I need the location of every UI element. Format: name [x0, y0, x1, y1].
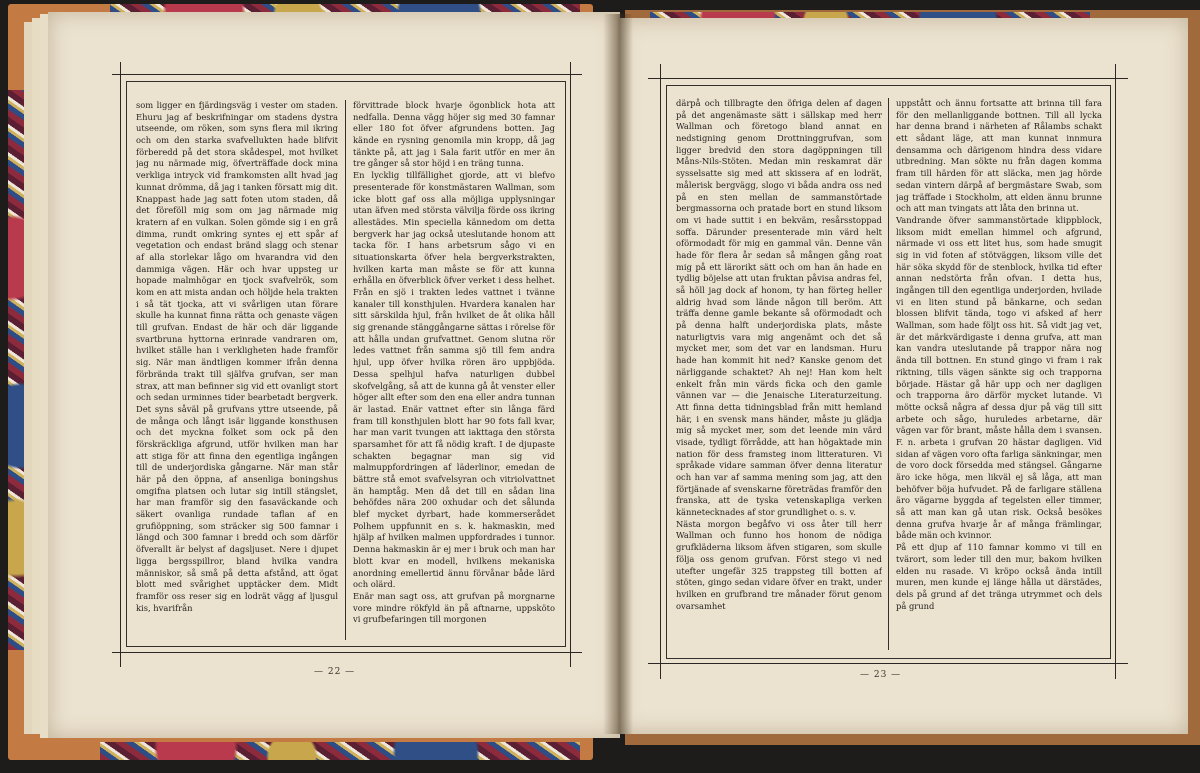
column-divider: [345, 100, 346, 640]
left-page-column-2: förvittrade block hvarje ögonblick hota att nedfalla. Denna vägg höjer sig med 30 famnar eller 180 fot öfver afgrundens botten. Jag kände en rysning genomila min kropp, då jag tänkte på, att jag i Sala farit utför en mer än tre gånger så stor höjd i en träng tunna. En lycklig tillfällighet gjorde, att vi blefvo presenterade för konstmästaren Wallman, som icke blott gaf oss alla möjliga upplysningar utan äfven med största välvilja förde oss ikring allestädes. Min speciella kännedom om detta bergverk har jag också uteslutande honom att tacka för. I hans arbetsrum sågo vi en situationskarta öfver hela bergverkstrakten, hvilken karta man måste se för att kunna erhålla en öfverblick öfver verket i dess helhet. Från en sjö i trakten ledes vattnet i tvänne kanaler till konsthjulen. Hvardera kanalen har sitt särskilda hjul, från hvilket de åt olika håll sig grenande stänggångarne sättas i rörelse för att hålla undan grufvattnet. Genom slutna rör ledes vattnet från samma sjö till fem andra hjul, upp öfver hvilka rören äro uppbjöda. Dessa spelhjul hafva naturligen dubbel skofvelgång, så att de kunna gå åt venster eller höger allt efter som den ena eller andra tunnan är lastad. Enär vattnet efter sin långa färd fram till konsthjulen blott har 90 fots fall kvar, har man varit tvungen att iakttaga den största sparsamhet för att få nödig kraft. I de djupaste schakten begagnar man sig vid malmuppfordringen af läderlinor, emedan de bättre stå emot svafvelsyran och vitriolvattnet än hamptåg. Men då det till en sådan lina behöfdes nära 200 oxhudar och det sålunda blef mycket dyrbart, hade kommerserådet Polhem uppfunnit en s. k. hakmaskin, med hjälp af hvilken malmen uppfordrades i tunnor. Denna hakmaskin är ej mer i bruk och man har blott kvar en modell, hvilkens mekaniska anordning emellertid ännu förvånar både lärd och olärd. Enär man sagt oss, att grufvan på morgnarne vore mindre rökfyld än på aftnarne, uppsköto vi grufbefaringen till morgonen: [353, 100, 555, 625]
left-page: [48, 12, 620, 738]
frame-rule-left: [660, 64, 661, 679]
frame-rule-top: [648, 78, 1128, 79]
column-divider: [888, 98, 889, 650]
right-page-column-1: därpå och tillbragte den öfriga delen af dagen på det angenämaste sätt i sällskap med herr Wallman och företogo bland annat en nedstigning genom Drottninggrufvan, som ligger bredvid den stora dagöppningen till Måns-Nils-Stöten. Medan min reskamrat där sysselsatte sig med att skissera af en lodrät, målerisk bergvägg, slogo vi båda andra oss ned på en sten mellan de sammanstörtade bergmassorna och pratade bort en stund liksom om vi hade suttit i en bekväm, resårsstoppad soffa. Därunder presenterade min värd helt oförmodadt för mig en gammal vän. Denne vän hade för flera år sedan så mången gång roat mig på ett lärorikt sätt och om han än hade en tydlig böjelse att utan fruktan påvisa andras fel, så höll jag dock af honom, ty han förteg heller aldrig hvad som lände någon till beröm. Att träffa denne gamle bekante så oförmodadt och på denna halft underjordiska plats, måste naturligtvis vara mig angenämt och det så mycket mer, som det var en landsman. Huru hade han kommit hit ned? Kanske genom det närliggande schaktet? Ah nej! Han kom helt enkelt från min värds ficka och den gamle vännen var — die Jenaische Literaturzeitung. Att finna detta tidningsblad från mitt hemland här, i en svensk mans händer, måste ju glädja mig så mycket mer, som det leende min värd visade, tydligt förrådde, att han högaktade min nation för dess framsteg inom litteraturen. Vi språkade vidare samman öfver denna literatur och han var af samma mening som jag, att den förtjänade af svenskarne företrädas framför den franska, att de tyska vetenskapliga verken kännetecknades af stor grundlighet o. s. v. Nästa morgon begåfvo vi oss åter till herr Wallman och funno hos honom de nödiga grufkläderna liksom äfven stigaren, som skulle följa oss genom grufvan. Först stego vi ned utefter ungefär 325 trappsteg till botten af stöten, gingo sedan vidare öfver en trakt, under hvilken en grufbrand tre månader förut genom ovarsamhet: [676, 98, 882, 611]
right-page: [618, 18, 1188, 734]
right-page-column-2: uppstått och ännu fortsatte att brinna till fara för den mellanliggande bottnen. Till all lycka har denna brand i närheten af Rålambs schakt ett sådant läge, att man kunnat innmura densamma och därigenom hindra dess vidare utbredning. Man sökte nu från dagen komma fram till härden för att släcka, men jag hörde sedan vintern därpå af bergmästare Swab, som jag träffade i Stockholm, att elden ännu brunne och att man tvingats att låta den brinna ut. Vandrande öfver sammanstörtade klippblock, liksom midt emellan himmel och afgrund, närmade vi oss ett litet hus, som hade smugit sig in vid foten af stötväggen, liksom ville det här söka skydd för de stenblock, hvilka tid efter annan nedstörta från ofvan. I detta hus, ingången till den egentliga underjorden, hvilade vi en liten stund på bänkarne, och sedan blossen blifvit tända, togo vi afsked af herr Wallman, som hade följt oss hit. Så vidt jag vet, är det märkvärdigaste i denna grufva, att man kan vandra uteslutande på trappor nära nog ända till bottnen. En stund gingo vi fram i rak riktning, tills vägen sänkte sig och trapporna började. Hästar gå här upp och ner dagligen och trapporna äro därför mycket lutande. Vi mötte också några af dessa djur på väg till sitt arbete och sågo, huruledes arbetarne, där vägen var för brant, måste hålla dem i svansen. F. n. arbeta i grufvan 20 hästar dagligen. Vid sidan af vägen voro ofta farliga sänkningar, men de voro dock försedda med stängsel. Gångarne äro icke höga, men likväl ej så låga, att man behöfver böja hufvudet. På de farligare ställena äro vägarne byggda af tegelsten eller timmer, så att man kan gå utan risk. Också besökes denna grufva hvarje år af många främlingar, både män och kvinnor. På ett djup af 110 famnar kommo vi till en tvärort, som leder till den mur, bakom hvilken elden nu rasade. Vi kröpo också ända intill muren, men kunde ej länge hålla ut därstädes, dels på grund af det tränga utrymmet och dels på grund: [896, 98, 1102, 611]
page-number: — 22 —: [314, 667, 356, 677]
frame-rule-left: [120, 62, 121, 667]
page-number: — 23 —: [860, 670, 902, 680]
marbled-endpaper-bottom: [100, 742, 580, 760]
frame-rule-bottom: [648, 663, 1128, 664]
frame-rule-right: [1115, 64, 1116, 679]
frame-rule-right: [570, 62, 571, 667]
frame-rule-top: [112, 74, 582, 75]
frame-rule-bottom: [112, 652, 582, 653]
left-page-column-1: som ligger en fjärdingsväg i vester om staden. Ehuru jag af beskrifningar om stadens dystra utseende, om röken, som syns flera mil ikring och om den starka svafvellukten hade blifvit förberedd på det stora skådespel, mot hvilket jag nu närmade mig, öfverträffade dock mina verkliga intryck vid framkomsten allt hvad jag kunnat drömma, då jag i tanken försatt mig dit. Knappast hade jag satt foten utom staden, då det föreföll mig som om jag närmade mig kratern af en vulkan. Solen gömde sig i en grå dimma, rundt omkring syntes ej ett spår af vegetation och endast bränd slagg och stenar af alla storlekar lågo om hvarandra vid den dammiga vägen. Här och hvar uppsteg ur hopade malmhögar en tjock svafvelrök, som kom en att mista andan och höljde hela trakten i så tät tjocka, att vi svårligen utan förare skulle ha kunnat finna rätta och genaste vägen till grufvan. Endast de här och där liggande svartbruna hyttorna erinrade vandraren om, hvilket ställe han i verkligheten hade framför sig. När man ändtligen kommer ifrån denna förbrända trakt till själfva grufvan, ser man strax, att man befinner sig vid ett ovanligt stort och sedan urminnes tider bearbetadt bergverk. Det syns såväl på grufvans yttre utseende, på de många och långt isär liggande konsthusen och det myckna folket som ock på den förskräckliga afgrund, utför hvilken man har att stiga för att finna den egentliga ingången till de underjordiska gångarne. När man står här på den öppna, af ansenliga boningshus omgifna platsen och lutar sig intill stängslet, har man framför sig den fasaväckande och säkert ovanliga rundade taflan af en grufiöppning, som sträcker sig 500 famnar i längd och 300 famnar i bredd och som därför öfverallt är belyst af dagsljuset. Nere i djupet ligga bergsspillror, bland hvilka vandra människor, så små på detta afstånd, att ögat blott med svårighet upptäcker dem. Midt framför oss reser sig en lodrät vägg af ljusgul kis, hvarifrån: [136, 100, 338, 613]
book-gutter-shadow: [603, 14, 633, 734]
